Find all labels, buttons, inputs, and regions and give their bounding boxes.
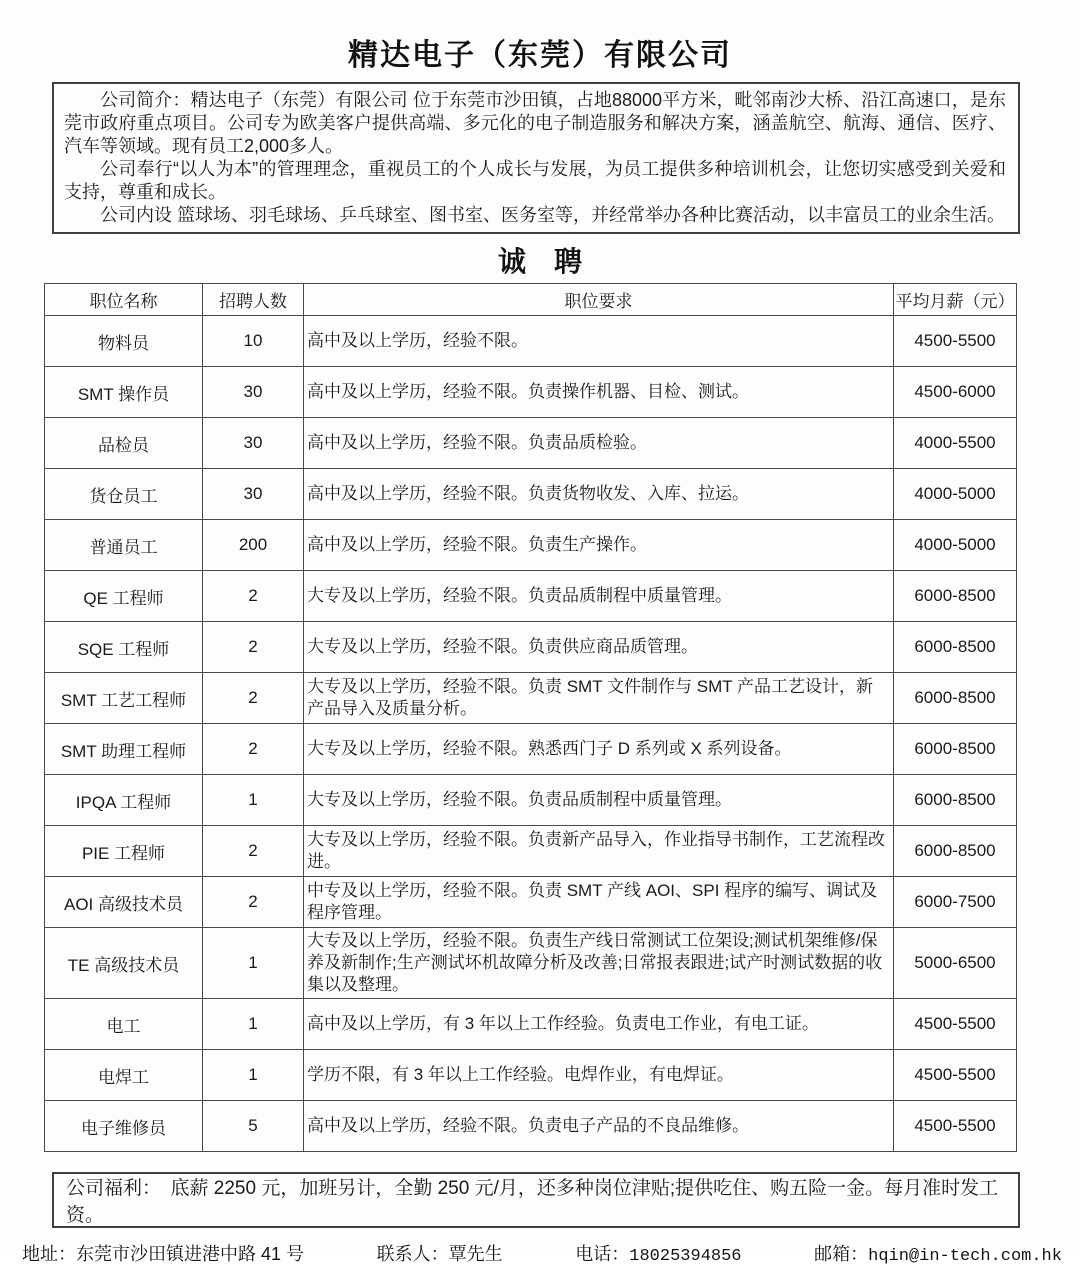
- table-row: [45, 469, 1017, 520]
- table-row: [45, 877, 1017, 928]
- requirement-cell: 中专及以上学历，经验不限。负责 SMT 产线 AOI、SPI 程序的编写、调试及程序管理。: [304, 877, 894, 928]
- salary-cell: 6000-7500: [894, 877, 1017, 928]
- position-cell: 物料员: [45, 316, 203, 367]
- position-cell: 电工: [45, 999, 203, 1050]
- requirement-cell: 高中及以上学历，经验不限。负责操作机器、目检、测试。: [304, 367, 894, 418]
- position-cell: SMT 工艺工程师: [45, 673, 203, 724]
- table-row: [45, 826, 1017, 877]
- position-cell: QE 工程师: [45, 571, 203, 622]
- position-cell: SMT 助理工程师: [45, 724, 203, 775]
- salary-cell: 4000-5000: [894, 520, 1017, 571]
- contact-value: 覃先生: [448, 1244, 503, 1264]
- email-value: hqin@in-tech.com.hk: [868, 1247, 1062, 1266]
- count-cell: 30: [203, 418, 304, 469]
- page-title: 精达电子（东莞）有限公司: [348, 39, 732, 72]
- position-cell: 电焊工: [45, 1050, 203, 1101]
- position-cell: AOI 高级技术员: [45, 877, 203, 928]
- count-cell: 30: [203, 367, 304, 418]
- requirement-cell: 高中及以上学历，经验不限。负责品质检验。: [304, 418, 894, 469]
- position-cell: PIE 工程师: [45, 826, 203, 877]
- count-cell: 2: [203, 571, 304, 622]
- count-cell: 30: [203, 469, 304, 520]
- salary-cell: 4500-6000: [894, 367, 1017, 418]
- salary-cell: 6000-8500: [894, 724, 1017, 775]
- intro-paragraph-3: 公司内设 篮球场、羽毛球场、乒乓球室、图书室、医务室等，并经常举办各种比赛活动，以丰富员工的业余生活。: [100, 205, 1005, 225]
- salary-cell: 6000-8500: [894, 622, 1017, 673]
- salary-cell: 4000-5500: [894, 418, 1017, 469]
- column-header-salary: 平均月薪（元）: [894, 284, 1017, 316]
- address-segment: [22, 1240, 304, 1266]
- salary-cell: 4000-5000: [894, 469, 1017, 520]
- salary-cell: 4500-5500: [894, 1101, 1017, 1152]
- table-row: [45, 622, 1017, 673]
- table-row: [45, 571, 1017, 622]
- table-row: [45, 724, 1017, 775]
- position-cell: TE 高级技术员: [45, 928, 203, 999]
- table-row: [45, 999, 1017, 1050]
- count-cell: 2: [203, 877, 304, 928]
- table-row: [45, 367, 1017, 418]
- requirement-cell: 高中及以上学历，经验不限。负责货物收发、入库、拉运。: [304, 469, 894, 520]
- phone-segment: [575, 1240, 741, 1266]
- salary-cell: 6000-8500: [894, 775, 1017, 826]
- salary-cell: 6000-8500: [894, 673, 1017, 724]
- job-table-body: [45, 316, 1017, 1152]
- column-header-requirement: 职位要求: [304, 284, 894, 316]
- salary-cell: 6000-8500: [894, 571, 1017, 622]
- table-row: [45, 1101, 1017, 1152]
- requirement-cell: 大专及以上学历，经验不限。负责 SMT 文件制作与 SMT 产品工艺设计，新产品导入及质量分析。: [304, 673, 894, 724]
- requirement-cell: 高中及以上学历，经验不限。: [304, 316, 894, 367]
- position-cell: 品检员: [45, 418, 203, 469]
- salary-cell: 4500-5500: [894, 316, 1017, 367]
- requirement-cell: 大专及以上学历，经验不限。负责品质制程中质量管理。: [304, 775, 894, 826]
- column-header-count: 招聘人数: [203, 284, 304, 316]
- requirement-cell: 高中及以上学历，经验不限。负责生产操作。: [304, 520, 894, 571]
- position-cell: 普通员工: [45, 520, 203, 571]
- requirement-cell: 大专及以上学历，经验不限。负责生产线日常测试工位架设;测试机架维修/保养及新制作;生产测试坏机故障分析及改善;日常报表跟进;试产时测试数据的收集以及整理。: [304, 928, 894, 999]
- count-cell: 200: [203, 520, 304, 571]
- position-cell: SMT 操作员: [45, 367, 203, 418]
- count-cell: 1: [203, 928, 304, 999]
- count-cell: 2: [203, 673, 304, 724]
- intro-paragraph-1: 公司简介：精达电子（东莞）有限公司 位于东莞市沙田镇，占地88000平方米，毗邻南沙大桥、沿江高速口，是东莞市政府重点项目。公司专为欧美客户提供高端、多元化的电子制造服务和解决方案，涵盖航空、航海、通信、医疗、汽车等领域。现有员工2,000多人。: [64, 90, 1006, 156]
- intro-paragraph-2: 公司奉行“以人为本”的管理理念，重视员工的个人成长与发展，为员工提供多种培训机会，让您切实感受到关爱和支持，尊重和成长。: [64, 159, 1006, 202]
- count-cell: 1: [203, 775, 304, 826]
- count-cell: 1: [203, 999, 304, 1050]
- position-cell: 电子维修员: [45, 1101, 203, 1152]
- position-cell: IPQA 工程师: [45, 775, 203, 826]
- job-table-header: [45, 284, 1017, 316]
- job-table: [44, 283, 1017, 1152]
- recruit-heading: 诚 聘: [497, 246, 582, 277]
- column-header-position: 职位名称: [45, 284, 203, 316]
- requirement-cell: 学历不限，有 3 年以上工作经验。电焊作业，有电焊证。: [304, 1050, 894, 1101]
- footer-contact-line: [22, 1240, 1062, 1266]
- count-cell: 2: [203, 622, 304, 673]
- table-row: [45, 1050, 1017, 1101]
- count-cell: 10: [203, 316, 304, 367]
- table-row: [45, 928, 1017, 999]
- contact-segment: [377, 1240, 503, 1266]
- address-value: 东莞市沙田镇进港中路 41 号: [76, 1244, 305, 1264]
- benefits-text: 公司福利： 底薪 2250 元，加班另计，全勤 250 元/月，还多种岗位津贴;提供吃住、购五险一金。每月准时发工资。: [66, 1178, 999, 1226]
- requirement-cell: 大专及以上学历，经验不限。熟悉西门子 D 系列或 X 系列设备。: [304, 724, 894, 775]
- salary-cell: 4500-5500: [894, 999, 1017, 1050]
- phone-value: 18025394856: [629, 1247, 742, 1266]
- requirement-cell: 大专及以上学历，经验不限。负责供应商品质管理。: [304, 622, 894, 673]
- count-cell: 2: [203, 724, 304, 775]
- table-row: [45, 520, 1017, 571]
- salary-cell: 6000-8500: [894, 826, 1017, 877]
- company-intro-box: [52, 82, 1020, 234]
- contact-label: 联系人：: [376, 1244, 449, 1264]
- requirement-cell: 高中及以上学历，有 3 年以上工作经验。负责电工作业，有电工证。: [304, 999, 894, 1050]
- benefits-box: [52, 1172, 1020, 1228]
- table-row: [45, 775, 1017, 826]
- table-row: [45, 673, 1017, 724]
- address-label: 地址：: [22, 1244, 76, 1264]
- email-label: 邮箱：: [814, 1244, 869, 1264]
- phone-label: 电话：: [575, 1244, 630, 1264]
- table-row: [45, 316, 1017, 367]
- count-cell: 1: [203, 1050, 304, 1101]
- position-cell: 货仓员工: [45, 469, 203, 520]
- header-row: [45, 284, 1017, 316]
- count-cell: 2: [203, 826, 304, 877]
- position-cell: SQE 工程师: [45, 622, 203, 673]
- requirement-cell: 大专及以上学历，经验不限。负责新产品导入，作业指导书制作，工艺流程改进。: [304, 826, 894, 877]
- count-cell: 5: [203, 1101, 304, 1152]
- table-row: [45, 418, 1017, 469]
- salary-cell: 5000-6500: [894, 928, 1017, 999]
- requirement-cell: 大专及以上学历，经验不限。负责品质制程中质量管理。: [304, 571, 894, 622]
- salary-cell: 4500-5500: [894, 1050, 1017, 1101]
- requirement-cell: 高中及以上学历，经验不限。负责电子产品的不良品维修。: [304, 1101, 894, 1152]
- email-segment: [814, 1240, 1062, 1266]
